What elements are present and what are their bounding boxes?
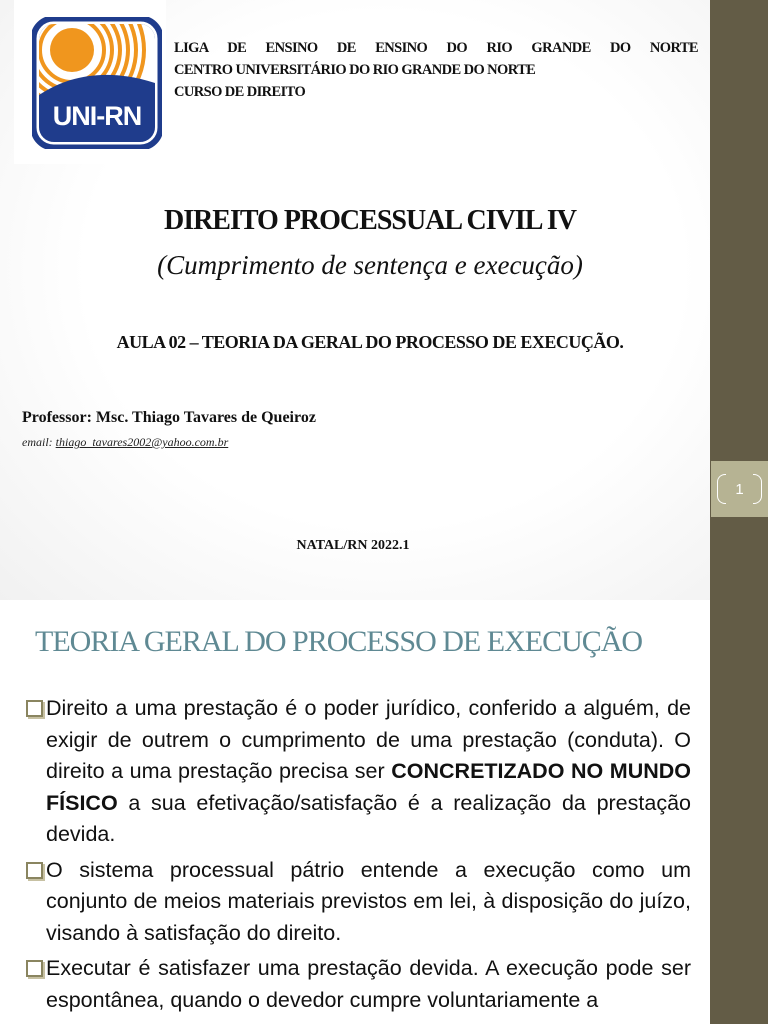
course-subtitle: (Cumprimento de sentença e execução) — [157, 250, 583, 280]
bullet-item — [26, 855, 691, 950]
place-date: NATAL/RN 2022.1 — [296, 538, 410, 553]
checkbox-bullet-icon — [26, 960, 43, 977]
checkbox-bullet-icon — [26, 862, 43, 879]
bullet-text: a sua efetivação/satisfação é a realização da prestação devida. — [46, 790, 691, 846]
bullet-item — [26, 693, 691, 851]
email-link[interactable]: thiago_tavares2002@yahoo.com.br — [55, 435, 229, 449]
page-number-badge — [711, 461, 768, 517]
bullet-text: Executar é satisfazer uma prestação devida. A execução pode ser espontânea, quando o devedor cumpre voluntariamente a — [46, 956, 691, 1012]
institution-header — [174, 37, 698, 103]
professor-name: Professor: Msc. Thiago Tavares de Queiroz — [22, 409, 316, 426]
uni-rn-logo — [32, 17, 162, 149]
lesson-title: AULA 02 – TEORIA DA GERAL DO PROCESSO DE EXECUÇÃO. — [116, 332, 624, 352]
institution-line-2: CENTRO UNIVERSITÁRIO DO RIO GRANDE DO NORTE — [174, 62, 536, 78]
email-label: email: — [22, 435, 53, 449]
course-title: DIREITO PROCESSUAL CIVIL IV — [163, 205, 577, 236]
logo-text: UNI-RN — [52, 101, 142, 131]
institution-line-1: LIGA DE ENSINO DE ENSINO DO RIO GRANDE DO NORTE — [174, 40, 698, 56]
page-number: 1 — [735, 481, 744, 498]
institution-line-3: CURSO DE DIREITO — [174, 84, 306, 100]
email-line — [22, 435, 228, 450]
bullet-item — [26, 953, 691, 1016]
bullet-text: O sistema processual pátrio entende a execução como um conjunto de meios materiais previstos em lei, à disposição do juízo, visando à satisfação do direito. — [46, 857, 691, 945]
content-slide — [0, 600, 710, 1024]
checkbox-bullet-icon — [26, 700, 43, 717]
bullet-list — [26, 693, 691, 1020]
slide-heading: TEORIA GERAL DO PROCESSO DE EXECUÇÃO — [35, 625, 643, 658]
bullet-emphasis: CONCRETIZADO NO MUNDO FÍSICO — [46, 759, 691, 815]
bullet-text: Direito a uma prestação é o poder jurídico, conferido a alguém, de exigir de outrem o cumprimento de uma prestação (conduta). O direito a uma prestação precisa ser — [46, 696, 691, 783]
